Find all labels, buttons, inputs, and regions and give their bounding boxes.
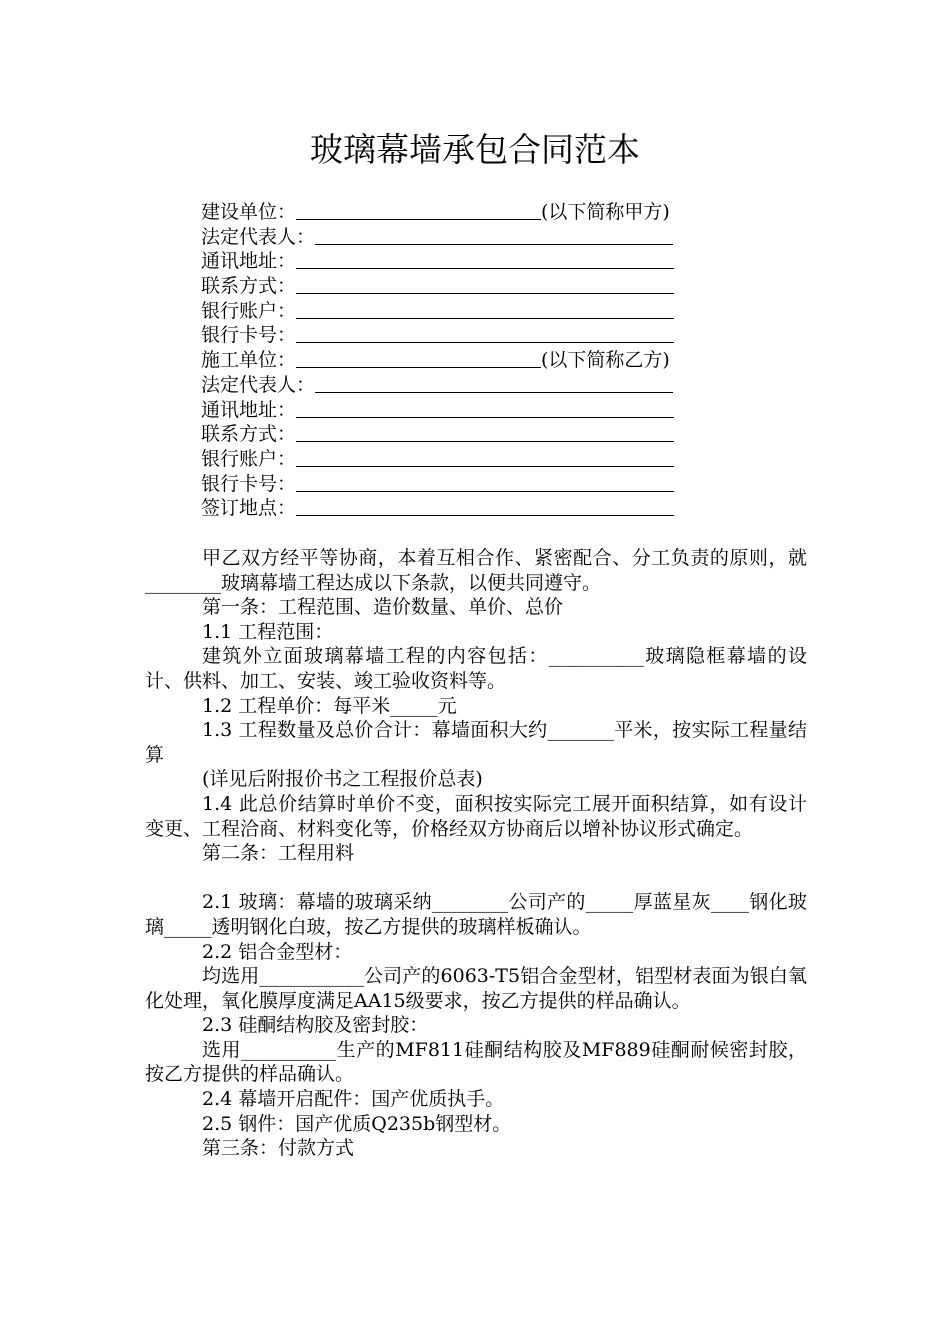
fill-blank[interactable] (296, 249, 674, 269)
clause-1-3: 1.3 工程数量及总价合计：幕墙面积大约_______平米，按实际工程量结算 (145, 719, 807, 766)
party-info-block (201, 200, 801, 521)
field-row (201, 447, 801, 472)
field-row (201, 398, 801, 423)
fill-blank[interactable] (296, 496, 674, 516)
fill-blank[interactable] (296, 472, 674, 492)
field-label: 银行卡号： (201, 324, 297, 347)
fill-blank[interactable] (296, 299, 674, 319)
article-1-heading: 第一条：工程范围、造价数量、单价、总价 (202, 596, 564, 619)
clause-2-2-text: 均选用___________公司产的6063-T5铝合金型材，铝型材表面为银白氧化处理，氧化膜厚度满足AA15级要求，按乙方提供的样品确认。 (145, 965, 807, 1012)
clause-1-4: 1.4 此总价结算时单价不变，面积按实际完工展开面积结算，如有设计变更、工程洽商、材料变化等，价格经双方协商后以增补协议形式确定。 (145, 792, 807, 840)
fill-blank[interactable] (296, 398, 674, 418)
clause-2-4: 2.4 幕墙开启配件：国产优质执手。 (202, 1088, 505, 1111)
fill-blank[interactable] (296, 323, 674, 343)
article-2-heading: 第二条：工程用料 (202, 842, 355, 865)
field-row (201, 225, 801, 250)
article-3-heading: 第三条：付款方式 (202, 1137, 355, 1160)
intro-paragraph: 甲乙双方经平等协商，本着互相合作、紧密配合、分工负责的原则，就________玻璃幕墙工程达成以下条款，以便共同遵守。 (145, 547, 807, 594)
clause-2-5: 2.5 钢件：国产优质Q235b钢型材。 (202, 1112, 512, 1135)
field-row (201, 323, 801, 348)
fill-blank[interactable] (296, 200, 541, 220)
field-label: 建设单位： (201, 201, 297, 223)
field-row (201, 274, 801, 299)
fill-blank[interactable] (296, 348, 541, 368)
field-row (201, 472, 801, 497)
contract-body (145, 546, 807, 1161)
document-title: 玻璃幕墙承包合同范本 (310, 130, 640, 169)
field-row (201, 200, 801, 225)
clause-1-1-text: 建筑外立面玻璃幕墙工程的内容包括：__________玻璃隐框幕墙的设计、供料、加工、安装、竣工验收资料等。 (145, 645, 807, 692)
clause-1-3-note: (详见后附报价书之工程报价总表) (202, 768, 483, 791)
fill-blank[interactable] (296, 274, 674, 294)
field-row (201, 373, 801, 398)
field-label: 施工单位： (201, 349, 297, 372)
field-suffix: (以下简称乙方) (541, 349, 670, 372)
clause-1-2: 1.2 工程单价：每平米_____元 (202, 694, 457, 717)
field-label: 法定代表人： (201, 373, 316, 396)
fill-blank[interactable] (296, 422, 674, 442)
paragraph-gap (145, 866, 807, 891)
fill-blank[interactable] (296, 447, 674, 467)
field-label: 银行卡号： (201, 472, 297, 495)
field-label: 银行账户： (201, 299, 297, 322)
field-label: 法定代表人： (201, 225, 316, 248)
field-label: 通讯地址： (201, 398, 297, 421)
field-label: 银行账户： (201, 447, 297, 470)
clause-2-3: 2.3 硅酮结构胶及密封胶： (202, 1014, 429, 1037)
fill-blank[interactable] (315, 373, 673, 393)
field-label: 联系方式： (201, 423, 297, 446)
fill-blank[interactable] (315, 225, 673, 245)
clause-2-3-text: 选用__________生产的MF811硅酮结构胶及MF889硅酮耐候密封胶，按乙方提供的样品确认。 (145, 1038, 807, 1086)
clause-2-2: 2.2 铝合金型材： (202, 940, 353, 963)
field-label: 通讯地址： (201, 250, 297, 273)
field-label: 联系方式： (201, 275, 297, 298)
field-suffix: (以下简称甲方) (541, 201, 670, 223)
field-row (201, 299, 801, 324)
field-row (201, 249, 801, 274)
clause-1-1: 1.1 工程范围： (202, 620, 334, 643)
field-row (201, 348, 801, 373)
field-row (201, 496, 801, 521)
field-label: 签订地点： (201, 497, 297, 520)
clause-2-1: 2.1 玻璃：幕墙的玻璃采纳________公司产的_____厚蓝星灰____钢化玻璃_____透明钢化白玻，按乙方提供的玻璃样板确认。 (145, 891, 807, 938)
field-row (201, 422, 801, 447)
